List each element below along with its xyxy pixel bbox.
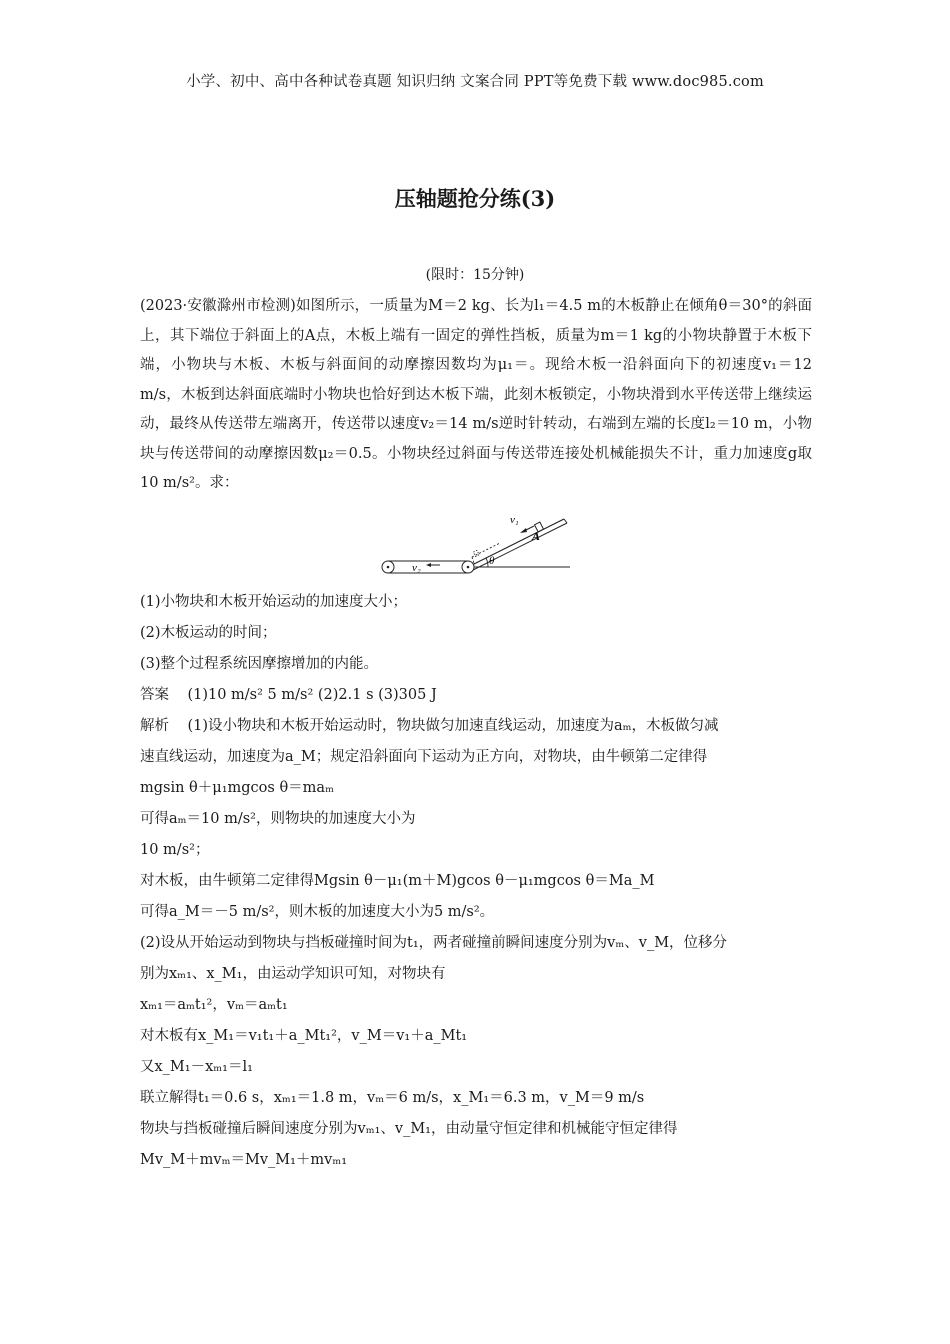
board-line xyxy=(471,523,567,571)
incline-conveyor-figure xyxy=(140,501,812,585)
solution-line: mgsin θ＋μ₁mgcos θ＝maₘ xyxy=(140,779,334,796)
solution-line: 可得a_M＝－5 m/s²，则木板的加速度大小为5 m/s²。 xyxy=(140,903,495,920)
solution-line: 10 m/s²； xyxy=(140,841,210,858)
time-limit: (限时：15分钟) xyxy=(425,267,525,283)
solution-line: 物块与挡板碰撞后瞬间速度分别为vₘ₁、v_M₁，由动量守恒定律和机械能守恒定律得 xyxy=(140,1120,678,1137)
theta-label: θ xyxy=(489,554,495,567)
answer-text: (1)10 m/s² 5 m/s² (2)2.1 s (3)305 J xyxy=(187,686,437,703)
solution-line: 对木板，由牛顿第二定律得Mgsin θ－μ₁(m＋M)gcos θ－μ₁mgcos θ＝Ma_M xyxy=(140,872,655,889)
solution-line-1 xyxy=(140,711,812,742)
answer-label: 答案 xyxy=(140,686,169,703)
solution-line: Mv_M＋mvₘ＝Mv_M₁＋mvₘ₁ xyxy=(140,1151,348,1168)
solution-label: 解析 xyxy=(140,717,169,734)
question-2: (2)木板运动的时间； xyxy=(140,624,277,641)
solution-line: 联立解得t₁＝0.6 s，xₘ₁＝1.8 m，vₘ＝6 m/s，x_M₁＝6.3 m，v_M＝9 m/s xyxy=(140,1089,645,1106)
solution-text: (1)设小物块和木板开始运动时，物块做匀加速直线运动，加速度为aₘ，木板做匀减 xyxy=(187,717,719,734)
incline-line xyxy=(468,519,564,567)
solution-line: 别为xₘ₁、x_M₁，由运动学知识可知，对物块有 xyxy=(140,965,446,982)
v1-label: v₁ xyxy=(510,513,519,526)
question-3: (3)整个过程系统因摩擦增加的内能。 xyxy=(140,655,379,672)
content xyxy=(140,292,812,1176)
page-header: 小学、初中、高中各种试卷真题 知识归纳 文案合同 PPT等免费下载 www.doc985.com xyxy=(186,74,764,90)
page-title: 压轴题抢分练(3) xyxy=(394,186,556,211)
solution-line: 又x_M₁－xₘ₁＝l₁ xyxy=(140,1058,253,1075)
solution-line: 可得aₘ＝10 m/s²，则物块的加速度大小为 xyxy=(140,810,416,827)
answer-line xyxy=(140,680,812,711)
solution-line: xₘ₁＝aₘt₁²，vₘ＝aₘt₁ xyxy=(140,996,288,1013)
solution-line: 速直线运动，加速度为a_M；规定沿斜面向下运动为正方向，对物块，由牛顿第二定律得 xyxy=(140,748,708,765)
figure-svg xyxy=(376,501,576,585)
solution-line: (2)设从开始运动到物块与挡板碰撞时间为t₁，两者碰撞前瞬间速度分别为vₘ、v_M，位移分 xyxy=(140,934,728,951)
dashed-board xyxy=(472,543,500,557)
problem-statement: (2023·安徽滁州市检测)如图所示，一质量为M＝2 kg、长为l₁＝4.5 m的木板静止在倾角θ＝30°的斜面上，其下端位于斜面上的A点，木板上端有一固定的弹性挡板，质量为m＝1 kg的小物块静置于木板下端，小物块与木板、木板与斜面间的动摩擦因数均为μ₁＝。现给木板一沿斜面向下的初速度v₁＝12 m/s，木板到达斜面底端时小物块也恰好到达木板下端，此刻木板锁定，小物块滑到水平传送带上继续运动，最终从传送带左端离开，传送带以速度v₂＝14 m/s逆时针转动，右端到左端的长度l₂＝10 m，小物块与传送带间的动摩擦因数μ₂＝0.5。小物块经过斜面与传送带连接处机械能损失不计，重力加速度g取10 m/s²。求： xyxy=(140,298,812,491)
point-a-label: A xyxy=(532,528,541,543)
v2-label: v₂ xyxy=(412,561,421,574)
solution-line: 对木板有x_M₁＝v₁t₁＋a_Mt₁²，v_M＝v₁＋a_Mt₁ xyxy=(140,1027,468,1044)
question-1: (1)小物块和木板开始运动的加速度大小； xyxy=(140,593,408,610)
